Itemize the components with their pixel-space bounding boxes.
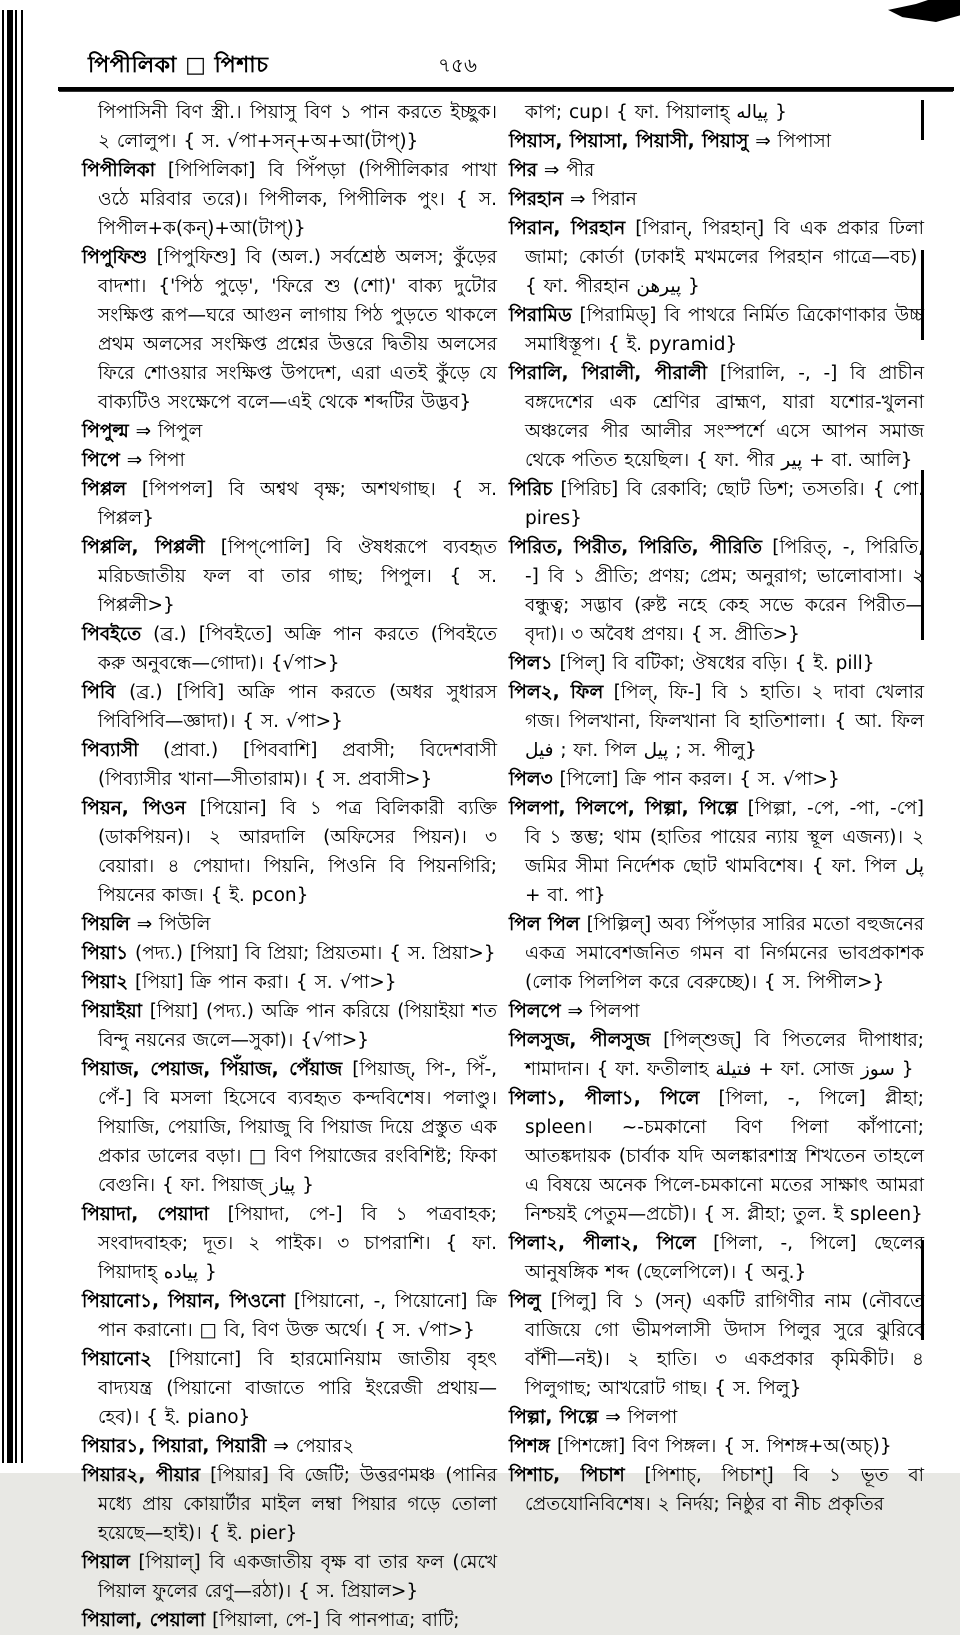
- dictionary-entry: [509, 1229, 924, 1287]
- entry-headword: পিয়া১: [82, 943, 129, 964]
- entry-headword: পিল১: [509, 653, 553, 674]
- entry-headword: পিল্পা, পিল্পে: [509, 1407, 599, 1428]
- dictionary-entry: [509, 98, 924, 127]
- entry-body: (ব্র.) [পিবইতে] অক্রি পান করতে (পিবইতে করু অনুবন্ধে—গোদা)। {√পা>}: [98, 624, 497, 674]
- dictionary-entry: [82, 968, 497, 997]
- dictionary-entry: [82, 1287, 497, 1345]
- dictionary-entry: [82, 736, 497, 794]
- dictionary-entry: [509, 156, 924, 185]
- dictionary-entry: [82, 98, 497, 156]
- dictionary-entry: [509, 1432, 924, 1461]
- dictionary-entry: [509, 1461, 924, 1519]
- entry-headword: পিরান, পিরহান: [509, 218, 626, 239]
- entry-body: [পিপুফিশু] বি (অল.) সর্বশ্রেষ্ঠ অলস; কুঁড়ের বাদশা। {'পিঠ পুড়ে', 'ফিরে শু (শো)' বাক্য দুটোর সংক্ষিপ্ত রূপ—ঘরে আগুন লাগায় পিঠ পুড়তে থাকলে প্রথম অলসের সংক্ষিপ্ত প্রশ্নের উত্তরে দ্বিতীয় অলসের ফিরে শোওয়ার সংক্ষিপ্ত উপদেশ, এরা এতই কুঁড়ে যে বাক্যটিও সংক্ষেপে বলে—এই থেকে শব্দটির উদ্ভব}: [98, 247, 497, 413]
- entry-headword: পিপ্পলি, পিপ্পলী: [82, 537, 205, 558]
- entry-body: [পিরিচ] বি রেকাবি; ছোট ডিশ; তসতরি। { পো. pires}: [525, 479, 924, 529]
- entry-headword: পিয়াস, পিয়াসা, পিয়াসী, পিয়াসু: [509, 131, 749, 152]
- entry-body: (প্রাবা.) [পিববাশি] প্রবাসী; বিদেশবাসী (পিব্যাসীর খানা—সীতারাম)। { স. প্রবাসী>}: [98, 740, 497, 790]
- entry-headword: পিয়া২: [82, 972, 129, 993]
- dictionary-entry: [509, 997, 924, 1026]
- entry-body: [পিল্, ফি-] বি ১ হাতি। ২ দাবা খেলার গজ। পিলখানা, ফিলখানা বি হাতিশালা। { আ. ফিল فيل ; ফা. পিল پيل ; স. পীলু}: [525, 682, 924, 761]
- entry-headword: পিব্যাসী: [82, 740, 139, 761]
- entry-headword: পিল পিল: [509, 914, 580, 935]
- left-column: [82, 98, 497, 1635]
- entry-headword: পিয়ার২, পীয়ার: [82, 1465, 201, 1486]
- entry-body: ⇒ পিলপা: [598, 1407, 678, 1428]
- dictionary-entry: [82, 1461, 497, 1548]
- entry-headword: পিয়ালা, পেয়ালা: [82, 1610, 206, 1631]
- entry-body: [পিয়ানো, -, পিয়োনো] ক্রি পান করানো। □ বি, বিণ উক্ত অর্থে। { স. √পা>}: [98, 1291, 498, 1341]
- dictionary-entry: [82, 1345, 497, 1432]
- dictionary-entry: [82, 156, 497, 243]
- entry-headword: পিয়ানো১, পিয়ান, পিওনো: [82, 1291, 286, 1312]
- entry-body: ⇒ পিলপা: [560, 1001, 640, 1022]
- guide-words: পিপীলিকা □ পিশাচ: [88, 53, 269, 78]
- entry-body: [পিয়াদা, পে-] বি ১ পত্রবাহক; সংবাদবাহক; দূত। ২ পাইক। ৩ চাপরাশি। { ফা. পিয়াদাহ্ پياده }: [98, 1204, 497, 1283]
- dictionary-entry: [509, 1084, 924, 1229]
- entry-body: [পিলা, -, পিলে] প্লীহা; spleen। ~-চমকানো বিণ পিলা কাঁপানো; আতঙ্কদায়ক (চার্বাক যদি অলঙ্কারশাস্ত্র শিখতেন তাহলে এ বিষয়ে অনেক পিলে-চমকানো মতের সাক্ষাৎ আমরা নিশ্চয়ই পেতুম—প্রচৌ)। { স. প্লীহা; তুল. ই spleen}: [525, 1088, 925, 1225]
- entry-body: ⇒ পেয়ার২: [266, 1436, 355, 1457]
- right-column: [509, 98, 924, 1635]
- entry-headword: পিয়ন, পিওন: [82, 798, 186, 819]
- entry-headword: পিবইতে: [82, 624, 142, 645]
- corner-ink-artifact: [880, 0, 960, 22]
- entry-body: ⇒ পিরান: [563, 189, 637, 210]
- entry-headword: পিয়ার১, পিয়ারা, পিয়ারী: [82, 1436, 267, 1457]
- entry-headword: পিরালি, পিরালী, পীরালী: [509, 363, 708, 384]
- entry-headword: পিয়াদা, পেয়াদা: [82, 1204, 209, 1225]
- entry-headword: পিলপে: [509, 1001, 561, 1022]
- dictionary-entry: [509, 1287, 924, 1403]
- entry-body: [পিয়া] ক্রি পান করা। { স. √পা>}: [128, 972, 397, 993]
- dictionary-entry: [82, 475, 497, 533]
- entry-headword: পিরিচ: [509, 479, 553, 500]
- entry-headword: পিরহান: [509, 189, 564, 210]
- entry-headword: পিয়লি: [82, 914, 130, 935]
- entry-headword: পিলা১, পীলা১, পিলে: [509, 1088, 700, 1109]
- entry-body: [পিপিলিকা] বি পিঁপড়া (পিপীলিকার পাখা ওঠে মরিবার তরে)। পিপীলক, পিপীলিক পুং। { স. পিপীল+ক(কন্)+আ(টাপ্)}: [98, 160, 497, 239]
- dictionary-entry: [82, 939, 497, 968]
- entry-headword: পিপে: [82, 450, 120, 471]
- dictionary-entry: [509, 1026, 924, 1084]
- entry-headword: পিল৩: [509, 769, 553, 790]
- entry-body: [পিলু] বি ১ (সন্) একটি রাগিণীর নাম (নৌবতে বাজিয়ে গো ভীমপলাসী উদাস পিলুর সুরে ঝুরিবে বাঁশী—নই)। ২ হাতি। ৩ একপ্রকার কৃমিকীট। ৪ পিলুগাছ; আখরোট গাছ। { স. পিলু}: [525, 1291, 924, 1399]
- dictionary-entry: [82, 997, 497, 1055]
- entry-body: (পদ্য.) [পিয়া] বি প্রিয়া; প্রিয়তমা। { স. প্রিয়া>}: [128, 943, 496, 964]
- entry-headword: পিপুল্ম: [82, 421, 129, 442]
- dictionary-entry: [82, 620, 497, 678]
- entry-headword: পিশাচ, পিচাশ: [509, 1465, 625, 1486]
- entry-body: [পিরালি, -, -] বি প্রাচীন বঙ্গদেশের এক শ্রেণির ব্রাহ্মণ, যারা যশোর-খুলনা অঞ্চলের পীর আলীর সংস্পর্শে এসে আপন সমাজ থেকে পতিত হয়েছিল। { ফা. পীর پير + বা. আলি}: [525, 363, 924, 471]
- dictionary-entry: [82, 678, 497, 736]
- dictionary-entry: [82, 910, 497, 939]
- dictionary-entry: [509, 1403, 924, 1432]
- dictionary-entry: [509, 475, 924, 533]
- entry-body: [পিল্] বি বটিকা; ঔষধের বড়ি। { ই. pill}: [552, 653, 875, 674]
- entry-headword: পিলু: [509, 1291, 541, 1312]
- entry-body: [পিশঙ্গো] বিণ পিঙ্গল। { স. পিশঙ্গ+অ(অচ্)}: [550, 1436, 892, 1457]
- dictionary-entry: [82, 1606, 497, 1635]
- entry-headword: পিপীলিকা: [82, 160, 156, 181]
- entry-body: [পিরিত্, -, পিরিতি, -] বি ১ প্রীতি; প্রণয়; প্রেম; অনুরাগ; ভালোবাসা। ২ বন্ধুত্ব; সদ্ভাব (রুষ্ট নহে কেহ সভে করেন পিরীত—বৃদা)। ৩ অবৈধ প্রণয়। { স. প্রীতি>}: [525, 537, 925, 645]
- entry-body: [পিয়া] (পদ্য.) অক্রি পান করিয়ে (পিয়াইয়া শত বিন্দু নয়নের জলে—সুকা)। {√পা>}: [98, 1001, 497, 1051]
- entry-headword: পিয়াজ, পেয়াজ, পিঁয়াজ, পেঁয়াজ: [82, 1059, 343, 1080]
- dictionary-entry: [509, 214, 924, 301]
- entry-headword: পিপ্পল: [82, 479, 127, 500]
- entry-body: (ব্র.) [পিবি] অক্রি পান করতে (অধর সুধারস পিবিপিবি—জ্ঞাদা)। { স. √পা>}: [98, 682, 497, 732]
- entry-body: [পিপ্‌পোলি] বি ঔষধরূপে ব্যবহৃত মরিচজাতীয় ফল বা তার গাছ; পিপুল। { স. পিপ্পলী>}: [98, 537, 497, 616]
- binding-artifact: [0, 10, 26, 1463]
- entry-body: [পিয়ালা, পে-] বি পানপাত্র; বাটি;: [205, 1610, 460, 1631]
- entry-body: [পিলো] ক্রি পান করল। { স. √পা>}: [552, 769, 840, 790]
- dictionary-entry: [82, 1055, 497, 1200]
- entry-headword: পিয়ানো২: [82, 1349, 152, 1370]
- entry-body: ⇒ পিপা: [119, 450, 185, 471]
- entry-body: [পিয়ানো] বি হারমোনিয়াম জাতীয় বৃহৎ বাদ্যযন্ত্র (পিয়ানো বাজাতে পারি ইংরেজী প্রথায়—হেব)। { ই. piano}: [98, 1349, 497, 1428]
- entry-body: [পিল্পা, -পে, -পা, -পে] বি ১ স্তম্ভ; থাম (হাতির পায়ের ন্যায় স্থূল এজন্য)। ২ জমির সীমা নির্দেশক ছোট থামবিশেষ। { ফা. পিল پل + বা. পা}: [525, 798, 924, 906]
- entry-body: [পিয়াজ্, পি-, পিঁ-, পেঁ-] বি মসলা হিসেবে ব্যবহৃত কন্দবিশেষ। পলাণ্ডু। পিয়াজি, পেয়াজি, পিয়াজু বি পিয়াজ দিয়ে প্রস্তুত এক প্রকার ডালের বড়া। □ বিণ পিয়াজের রংবিশিষ্ট; ফিকা বেগুনি। { ফা. পিয়াজ্ پياز }: [98, 1059, 497, 1196]
- entry-body: [পিয়োন] বি ১ পত্র বিলিকারী ব্যক্তি (ডাকপিয়ন)। ২ আরদালি (অফিসের পিয়ন)। ৩ বেয়ারা। ৪ পেয়াদা। পিয়নি, পিওনি বি পিয়নগিরি; পিয়নের কাজ। { ই. pcon}: [98, 798, 497, 906]
- entry-body: [পিপপল] বি অশ্বথ বৃক্ষ; অশথগাছ। { স. পিপ্পল}: [98, 479, 497, 529]
- entry-body: ⇒ পীর: [537, 160, 595, 181]
- dictionary-entry: [82, 417, 497, 446]
- dictionary-entry: [509, 910, 924, 997]
- dictionary-entry: [509, 765, 924, 794]
- entry-headword: পিল২, ফিল: [509, 682, 604, 703]
- entry-body: ⇒ পিপুল: [128, 421, 203, 442]
- entry-headword: পিরামিড: [509, 305, 572, 326]
- dictionary-entry: [509, 127, 924, 156]
- entry-headword: পিয়াল: [82, 1552, 130, 1573]
- header-rule: [58, 87, 954, 91]
- entry-headword: পিশঙ্গ: [509, 1436, 551, 1457]
- entry-body: [পিরামিড্] বি পাথরে নির্মিত ত্রিকোণাকার উচ্চ সমাধিস্তূপ। { ই. pyramid}: [525, 305, 924, 355]
- entry-body: [পিয়াল্] বি একজাতীয় বৃক্ষ বা তার ফল (মেখে পিয়াল ফুলের রেণু—রঠা)। { স. প্রিয়াল>}: [98, 1552, 497, 1602]
- entry-headword: পিপুফিশু: [82, 247, 148, 268]
- dictionary-entry: [509, 649, 924, 678]
- entry-body: [পিয়ার] বি জেটি; উত্তরণমঞ্চ (পানির মধ্যে প্রায় কোয়ার্টার মাইল লম্বা পিয়ার গড়ে তোলা হয়েছে—হাই)। { ই. pier}: [98, 1465, 497, 1544]
- dictionary-entry: [82, 1200, 497, 1287]
- entry-headword: পিলপা, পিলপে, পিল্পা, পিল্পে: [509, 798, 738, 819]
- dictionary-entry: [82, 1432, 497, 1461]
- entry-headword: পিরিত, পিরীত, পিরিতি, পীরিতি: [509, 537, 762, 558]
- dictionary-entry: [509, 185, 924, 214]
- page-number: ৭৫৬: [438, 53, 477, 77]
- dictionary-entry: [82, 1548, 497, 1606]
- entry-body: ⇒ পিপাসা: [748, 131, 832, 152]
- entry-headword: পিয়াইয়া: [82, 1001, 142, 1022]
- dictionary-entry: [509, 678, 924, 765]
- dictionary-entry: [509, 301, 924, 359]
- dictionary-body: [82, 98, 924, 1635]
- entry-body: [পিল্শুজ্] বি পিতলের দীপাধার; শামাদান। { ফা. ফতীলাহ فتيلة + ফা. সোজ سوز }: [525, 1030, 924, 1080]
- dictionary-entry: [82, 533, 497, 620]
- entry-headword: পিবি: [82, 682, 116, 703]
- entry-headword: পিলসুজ, পীলসুজ: [509, 1030, 651, 1051]
- dictionary-entry: [509, 533, 924, 649]
- entry-body: [পিরান্, পিরহান্] বি এক প্রকার ঢিলা জামা; কোর্তা (ঢাকাই মখমলের পিরহান গাত্রে—বচ)। { ফা. পীরহান پيرهن }: [525, 218, 924, 297]
- dictionary-entry: [82, 243, 497, 417]
- dictionary-entry: [82, 446, 497, 475]
- entry-body: [পিলা, -, পিলে] ছেলের আনুষঙ্গিক শব্দ (ছেলেপিলে)। { অনু.}: [525, 1233, 924, 1283]
- entry-body: ⇒ পিউলি: [129, 914, 211, 935]
- entry-body: [পিশাচ্, পিচাশ্] বি ১ ভূত বা প্রেতযোনিবিশেষ। ২ নির্দয়; নিষ্ঠুর বা নীচ প্রকৃতির: [525, 1465, 924, 1515]
- dictionary-entry: [82, 794, 497, 910]
- entry-body: পিপাসিনী বিণ স্ত্রী.। পিয়াসু বিণ ১ পান করতে ইচ্ছুক। ২ লোলুপ। { স. √পা+সন্+অ+আ(টাপ্)}: [98, 102, 497, 152]
- entry-body: [পিল্পিল্] অব্য পিঁপড়ার সারির মতো বহুজনের একত্র সমাবেশজনিত গমন বা নির্গমনের ভাবপ্রকাশক (লোক পিলপিল করে বেরুচ্ছে)। { স. পিপীল>}: [525, 914, 924, 993]
- entry-headword: পির: [509, 160, 538, 181]
- entry-headword: পিলা২, পীলা২, পিলে: [509, 1233, 696, 1254]
- dictionary-entry: [509, 794, 924, 910]
- entry-body: কাপ; cup। { ফা. পিয়ালাহ্ پياله }: [525, 102, 787, 123]
- dictionary-entry: [509, 359, 924, 475]
- header: [88, 48, 920, 82]
